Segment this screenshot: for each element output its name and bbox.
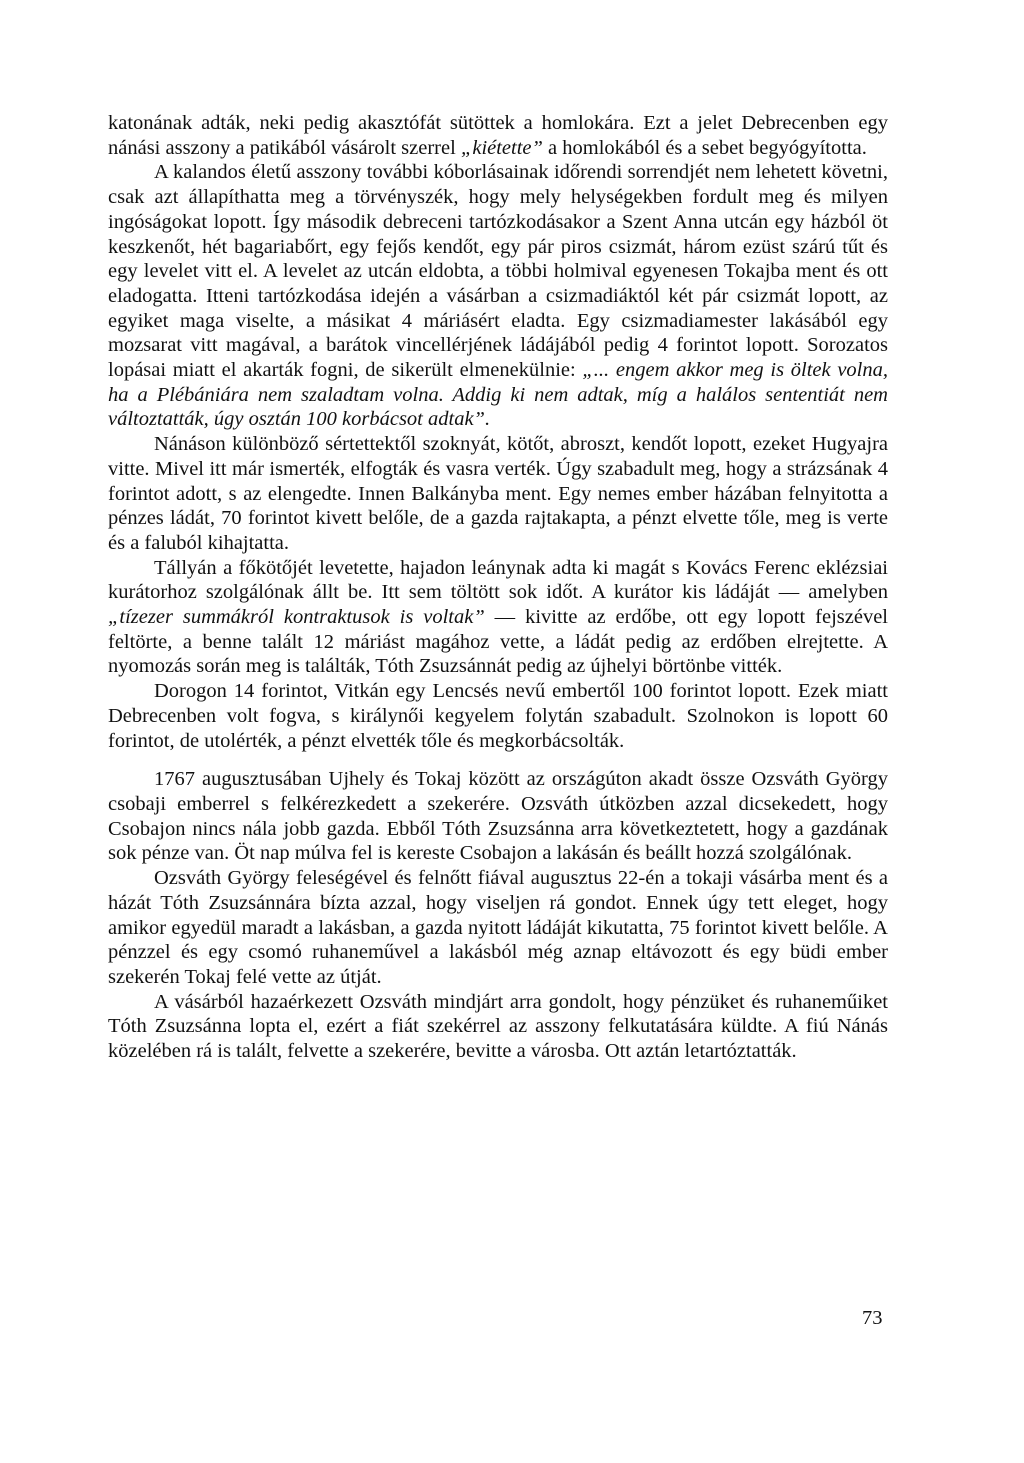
paragraph-text: Ozsváth György feleségével és felnőtt fiával augusztus 22-én a tokaji vásárba ment és a házát Tóth Zsuzsánnára bízta azzal, hogy viseljen rá gondot. Ennek úgy tett eleget, hogy amikor egyedül maradt a lakásban, a gazda nyitott ládáját kikutatta, 75 forintot kivett belőle. A pénzzel és egy csomó ruhaneművel a lakásból még aznap eltávozott és egy büdi ember szekerén Tokaj felé vette az útját.	[108, 867, 888, 988]
body-paragraph	[108, 990, 888, 1064]
body-paragraph	[108, 866, 888, 990]
paragraph-text: Nánáson különböző sértettektől szoknyát, kötőt, abroszt, kendőt lopott, ezeket Hugyajra vitte. Mivel itt már ismerték, elfogták és vasra verték. Úgy szabadult meg, hogy a strázsának 4 forintot adott, s az elengedte. Innen Balkányba ment. Egy nemes ember házában felnyitotta a pénzes ládát, 70 forintot kivett belőle, de a gazda rajtakapta, a pénzt elvette tőle, meg is verte és a faluból kihajtatta.	[108, 433, 888, 554]
text-column	[108, 111, 888, 1064]
body-paragraph	[108, 556, 888, 680]
paragraph-text: Tállyán a főkötőjét levetette, hajadon leánynak adta ki magát s Kovács Ferenc eklézsiai kurátorhoz szolgálónak állt be. Itt sem töltött sok időt. A kurátor kis ládáját — amelyben	[108, 556, 888, 604]
paragraph-text: a homlokából és a sebet begyógyította.	[542, 136, 867, 159]
paragraph-text: — kivitte az erdőbe, ott egy lopott fejszével feltörte, a benne talált 12 máriást magához vette, a ládát pedig az erdőben elrejtette. A nyomozás során meg is találták, Tóth Zsuzsánnát pedig az újhelyi börtönbe vitték.	[108, 606, 888, 678]
body-paragraph	[108, 432, 888, 556]
paragraph-text: Dorogon 14 forintot, Vitkán egy Lencsés nevű embertől 100 forintot lopott. Ezek miatt Debrecenben volt fogva, s királynői kegyelem folytán szabadult. Szolnokon is lopott 60 forintot, de utolérték, a pénzt elvették tőle és megkorbácsolták.	[108, 680, 888, 752]
italic-quote: „... engem akkor meg is öltek volna, ha a Plébániára nem szaladtam volna. Addig ki nem adtak, míg a halálos sententiát nem változtatták, úgy osztán 100 korbácsot adtak”.	[108, 359, 888, 431]
page-body	[108, 111, 888, 1064]
body-paragraph	[108, 111, 888, 160]
body-paragraph	[108, 679, 888, 753]
paragraph-text: A kalandos életű asszony további kóborlásainak időrendi sorrendjét nem lehetett követni, csak azt állapíthatta meg a törvényszék, hogy mely helységekben fordult meg és milyen ingóságokat lopott. Így második debreceni tartózkodásakor a Szent Anna utcán egy házból öt keszkenőt, hét bagariabőrt, egy fejős kendőt, egy pár piros csizmát, három ezüst szárú tűt és egy levelet vitt el. A levelet az utcán eldobta, a többi holmival egyenesen Tokajba ment és ott eladogatta. Itteni tartózkodása idején a vásárban a csizmadiáktól két pár csizmát lopott, az egyiket maga viselte, a másikat 4 máriásért eladta. Egy csizmadiamester lakásából egy mozsarat vitt magával, a barátok vincellérjének ládájából pedig 4 forintot lopott. Sorozatos lopásai miatt el akarták fogni, de sikerült elmenekülnie:	[108, 161, 888, 382]
body-paragraph	[108, 767, 888, 866]
paragraph-text: 1767 augusztusában Ujhely és Tokaj között az országúton akadt össze Ozsváth György csobaji emberrel s felkérezkedett a szekerére. Ozsváth útközben azzal dicsekedett, hogy Csobajon nincs nála jobb gazda. Ebből Tóth Zsuzsánna arra következtetett, hogy a gazdának sok pénze van. Öt nap múlva fel is kereste Csobajon a lakásán és beállt hozzá szolgálónak.	[108, 768, 888, 865]
paragraph-text: A vásárból hazaérkezett Ozsváth mindjárt arra gondolt, hogy pénzüket és ruhaneműiket Tóth Zsuzsánna lopta el, ezért a fiát szekérrel az asszony felkutatására küldte. A fiú Nánás közelében rá is talált, felvette a szekerére, bevitte a városba. Ott aztán letartóztatták.	[108, 990, 888, 1063]
paragraph-text: katonának adták, neki pedig akasztófát sütöttek a homlokára. Ezt a jelet Debrecenben egy nánási asszony a patikából vásárolt szerrel	[108, 112, 888, 159]
italic-quote: „kiétette”	[460, 136, 543, 159]
body-paragraph	[108, 160, 888, 432]
page-number: 73	[862, 1307, 883, 1329]
italic-quote: „tízezer summákról kontraktusok is voltak”	[108, 606, 485, 629]
